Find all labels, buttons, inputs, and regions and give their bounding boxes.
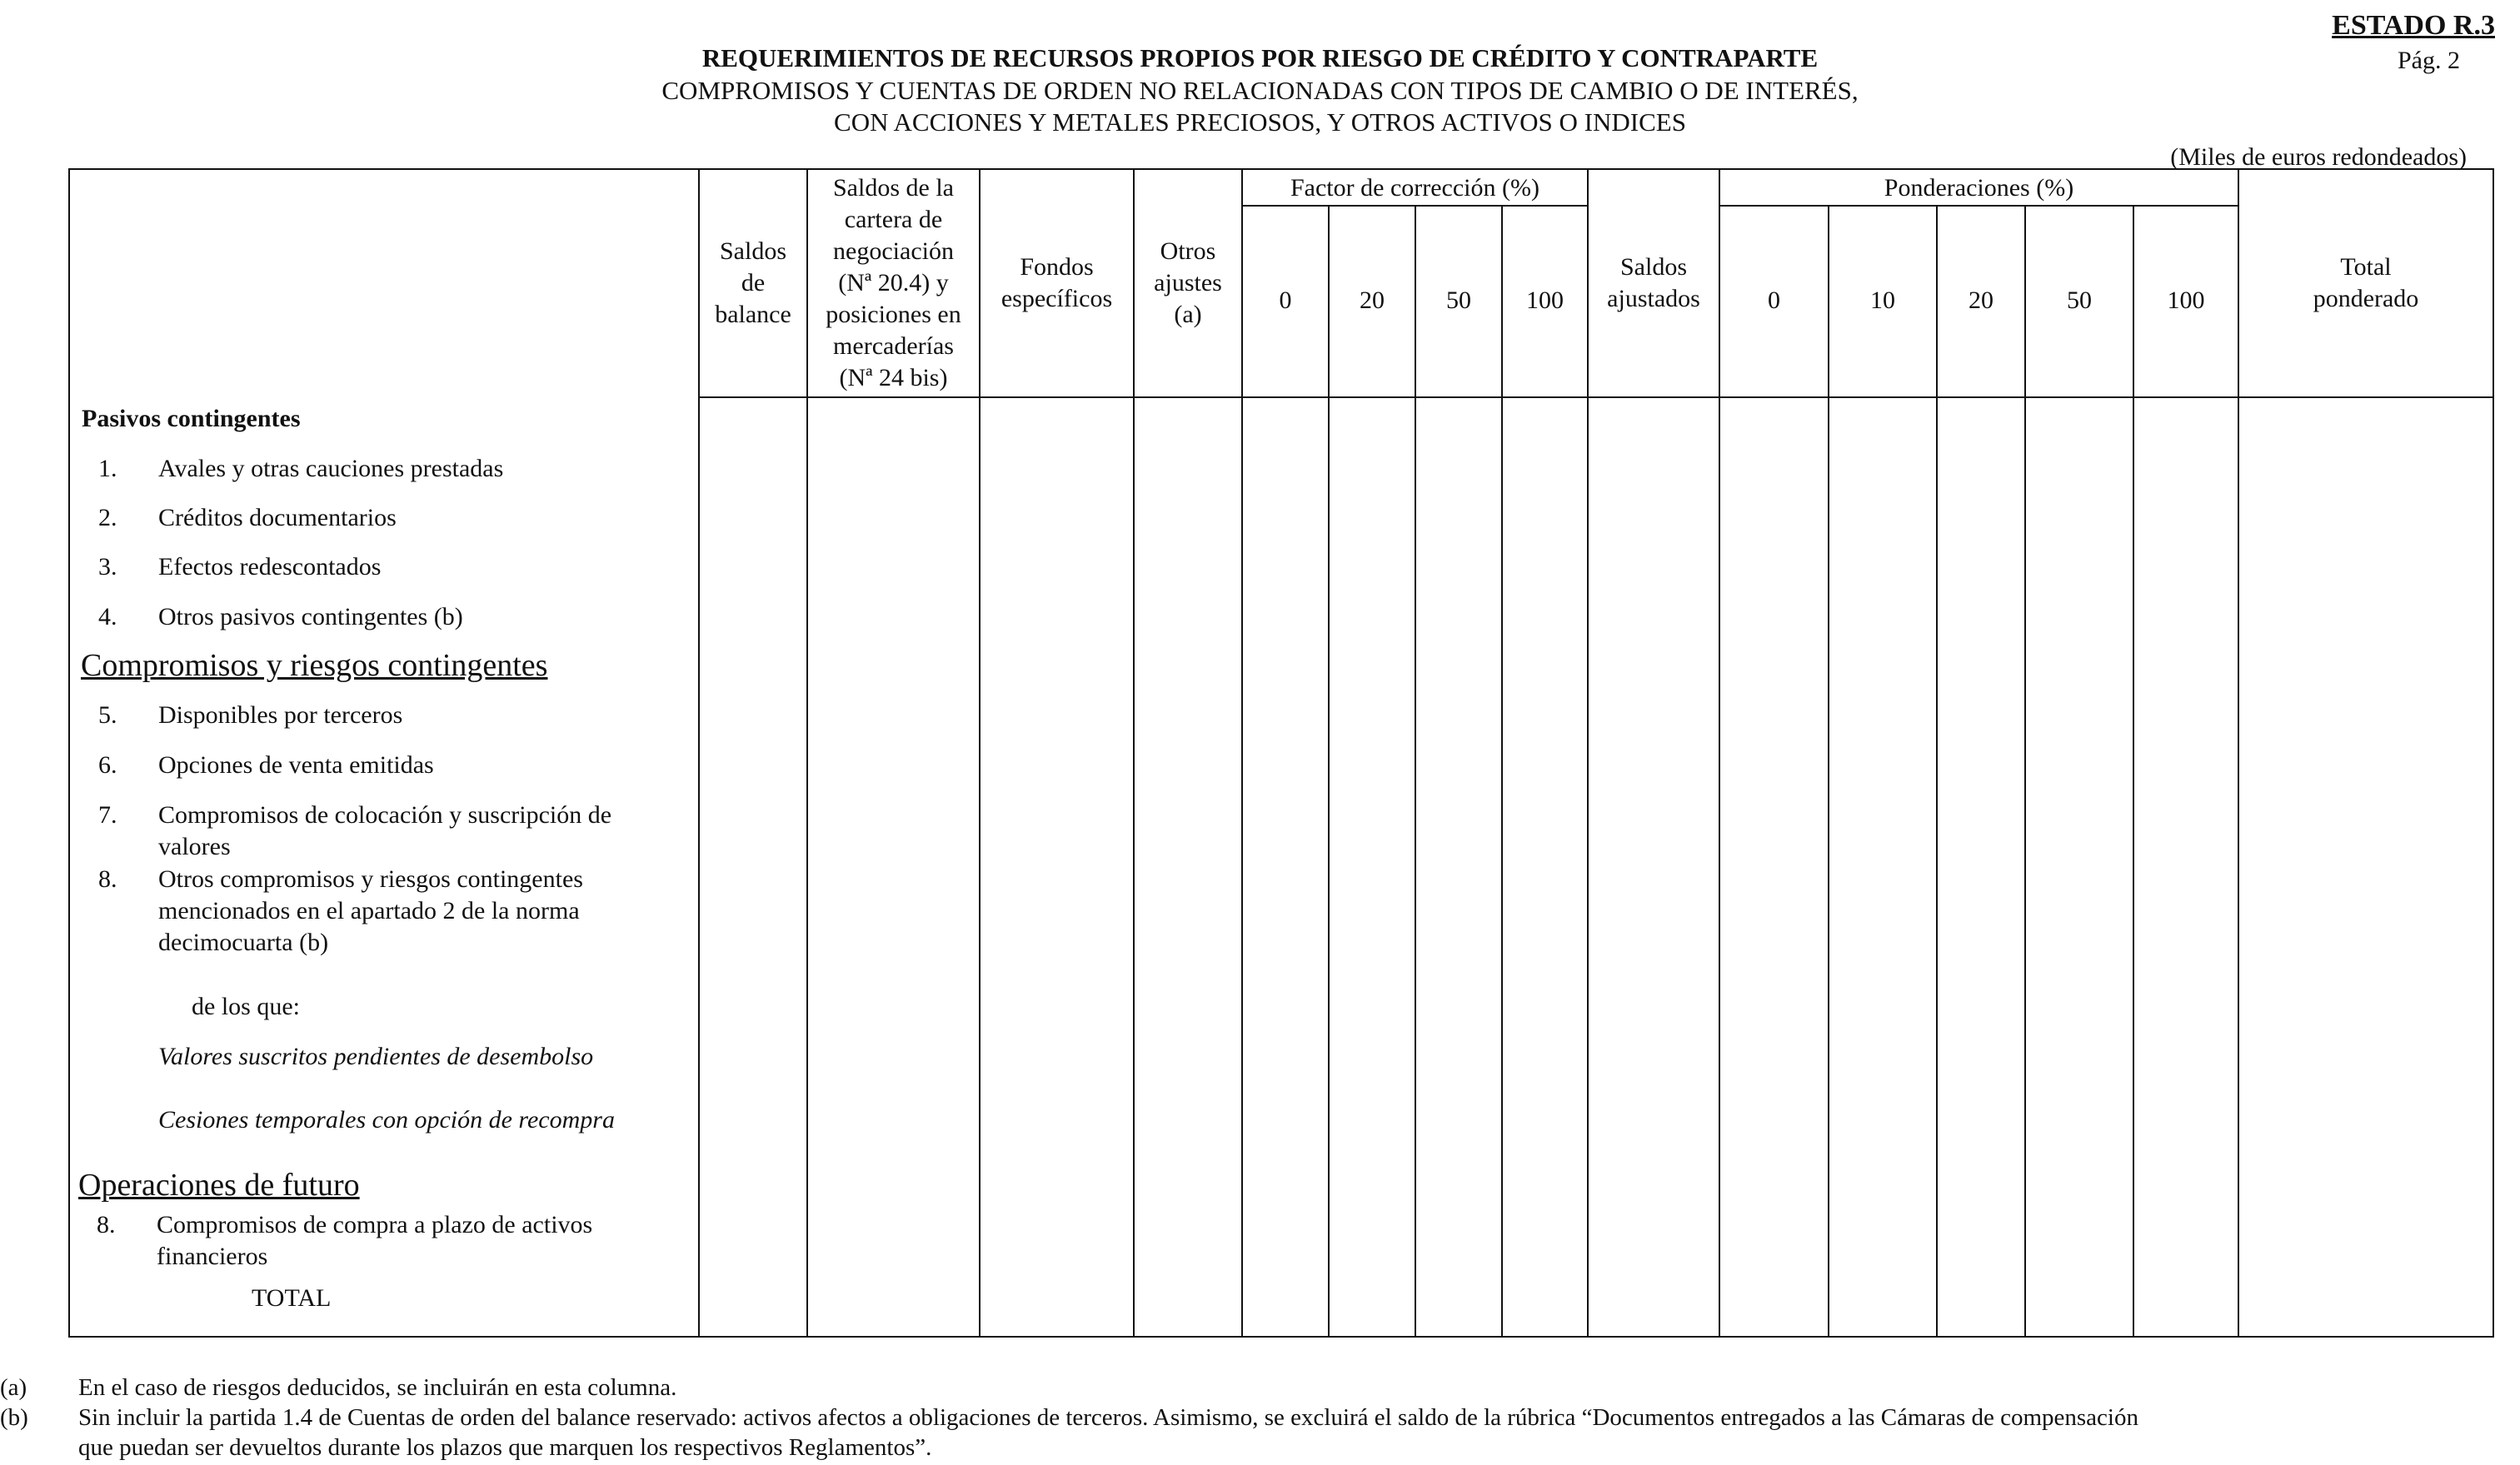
section-operaciones-futuro: Operaciones de futuro	[78, 1168, 360, 1203]
page-number: Pág. 2	[2398, 47, 2460, 74]
header-pond-0: 0	[1768, 287, 1780, 314]
header-saldos-balance: Saldos de balance	[715, 237, 791, 328]
row-1-label: Avales y otras cauciones prestadas	[158, 455, 504, 482]
header-pond-20: 20	[1969, 287, 1994, 314]
row-5-num: 5.	[98, 701, 117, 729]
footnote-b-text: Sin incluir la partida 1.4 de Cuentas de orden del balance reservado: activos afectos a obligaciones de terceros. Asimismo, se excluirá el saldo de la rúbrica “Documentos entregados a las Cámaras de compensación que puedan ser devueltos durante los plazos que marquen los respectivos Reglamentos”.	[78, 1404, 2138, 1461]
section-pasivos-contingentes: Pasivos contingentes	[82, 405, 301, 432]
document-title	[0, 42, 2520, 138]
header-bottom-line	[698, 396, 2494, 398]
section-compromisos: Compromisos y riesgos contingentes	[81, 648, 548, 683]
de-los-que-label: de los que:	[192, 993, 300, 1020]
footnote-a-mark: (a)	[0, 1374, 27, 1401]
header-otros-ajustes: Otros ajustes (a)	[1154, 237, 1222, 328]
header-pond-100: 100	[2167, 287, 2205, 314]
row-7-num: 7.	[98, 801, 117, 829]
header-factor-correccion: Factor de corrección (%)	[1290, 174, 1539, 202]
sub-valores-suscritos: Valores suscritos pendientes de desembolso	[158, 1043, 594, 1070]
form-code: ESTADO R.3	[2332, 10, 2495, 41]
row-3-num: 3.	[98, 553, 117, 581]
header-factor-100: 100	[1526, 287, 1564, 314]
footnote-b-mark: (b)	[0, 1404, 28, 1431]
header-factor-0: 0	[1279, 287, 1292, 314]
row-6-label: Opciones de venta emitidas	[158, 751, 434, 779]
header-saldos-ajustados: Saldos ajustados	[1607, 253, 1700, 312]
row-1-num: 1.	[98, 455, 117, 482]
header-fondos-especificos: Fondos específicos	[1001, 253, 1113, 312]
units-note: (Miles de euros redondeados)	[2170, 143, 2467, 171]
row-7-label: Compromisos de colocación y suscripción de valores	[158, 801, 612, 860]
header-factor-50: 50	[1446, 287, 1471, 314]
title-line-3: CON ACCIONES Y METALES PRECIOSOS, Y OTROS ACTIVOS O INDICES	[834, 107, 1686, 137]
row-4-label: Otros pasivos contingentes (b)	[158, 603, 463, 630]
row-2-num: 2.	[98, 504, 117, 531]
total-label: TOTAL	[252, 1284, 332, 1312]
row-8-label: Otros compromisos y riesgos contingentes mencionados en el apartado 2 de la norma decimocuarta (b)	[158, 865, 583, 956]
header-pond-50: 50	[2067, 287, 2092, 314]
title-line-2: COMPROMISOS Y CUENTAS DE ORDEN NO RELACIONADAS CON TIPOS DE CAMBIO O DE INTERÉS,	[661, 76, 1859, 105]
row-5-label: Disponibles por terceros	[158, 701, 403, 729]
header-total-ponderado: Total ponderado	[2313, 253, 2419, 312]
row-8b-label: Compromisos de compra a plazo de activos financieros	[157, 1211, 593, 1270]
title-line-1: REQUERIMIENTOS DE RECURSOS PROPIOS POR RIESGO DE CRÉDITO Y CONTRAPARTE	[701, 43, 1819, 72]
header-saldos-cartera: Saldos de la cartera de negociación (Nª 20.4) y posiciones en mercaderías (Nª 24 bis)	[826, 174, 961, 391]
row-6-num: 6.	[98, 751, 117, 779]
header-pond-10: 10	[1870, 287, 1895, 314]
sub-cesiones-temporales: Cesiones temporales con opción de recompra	[158, 1106, 615, 1134]
row-8b-num: 8.	[97, 1211, 116, 1238]
header-ponderaciones: Ponderaciones (%)	[1884, 174, 2074, 202]
row-4-num: 4.	[98, 603, 117, 630]
footnote-a-text: En el caso de riesgos deducidos, se incluirán en esta columna.	[78, 1374, 677, 1401]
header-factor-20: 20	[1360, 287, 1385, 314]
row-2-label: Créditos documentarios	[158, 504, 397, 531]
row-3-label: Efectos redescontados	[158, 553, 382, 581]
row-8-num: 8.	[98, 865, 117, 893]
